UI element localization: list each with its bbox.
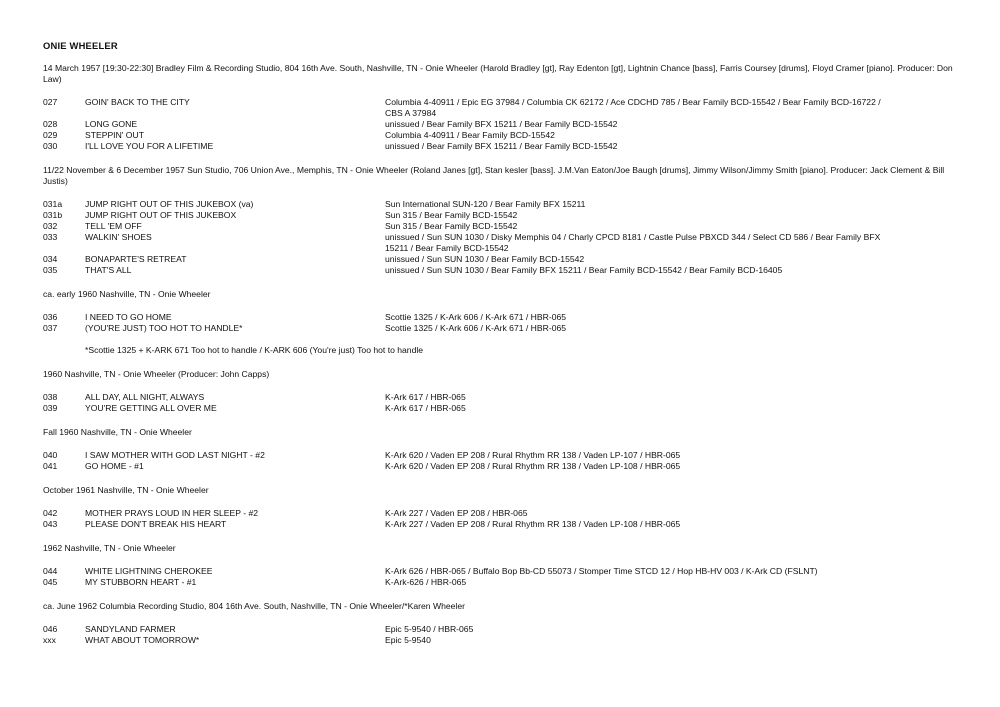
session-header: 11/22 November & 6 December 1957 Sun Studio, 706 Union Ave., Memphis, TN - Onie Wheeler (Roland Janes [gt], Stan kesler [bass]. J.M.Van Eaton/Joe Baugh [drums], Jimmy Wilson/Jimmy Smith [piano]. Producer: Jack Clement & Bill Justis) xyxy=(43,165,945,186)
session-block xyxy=(43,601,963,646)
session-header: 1962 Nashville, TN - Onie Wheeler xyxy=(43,543,176,553)
track-list xyxy=(43,566,963,588)
session-header: October 1961 Nashville, TN - Onie Wheeler xyxy=(43,485,209,495)
track-releases: Sun International SUN-120 / Bear Family BFX 15211 xyxy=(385,199,586,209)
track-releases: K-Ark 227 / Vaden EP 208 / Rural Rhythm RR 138 / Vaden LP-108 / HBR-065 xyxy=(385,519,681,529)
track-title: THAT'S ALL xyxy=(85,265,132,275)
track-title: MY STUBBORN HEART - #1 xyxy=(85,577,197,587)
track-releases: K-Ark 620 / Vaden EP 208 / Rural Rhythm RR 138 / Vaden LP-107 / HBR-065 xyxy=(385,450,681,460)
track-list xyxy=(43,199,963,276)
track-number: 031b xyxy=(43,210,63,220)
track-number: 038 xyxy=(43,392,58,402)
session-footnote: *Scottie 1325 + K-ARK 671 Too hot to handle / K-ARK 606 (You're just) Too hot to handle xyxy=(85,345,424,355)
track-releases: Scottie 1325 / K-Ark 606 / K-Ark 671 / HBR-065 xyxy=(385,323,567,333)
session-block xyxy=(43,63,963,152)
track-number: 033 xyxy=(43,232,58,242)
track-row xyxy=(43,119,963,130)
track-title: WHITE LIGHTNING CHEROKEE xyxy=(85,566,213,576)
session-header: ca. June 1962 Columbia Recording Studio, 804 16th Ave. South, Nashville, TN - Onie Wheeler/*Karen Wheeler xyxy=(43,601,465,611)
track-row xyxy=(43,199,963,210)
track-number: 035 xyxy=(43,265,58,275)
track-title: GOIN' BACK TO THE CITY xyxy=(85,97,190,107)
track-releases: K-Ark 626 / HBR-065 / Buffalo Bop Bb-CD 55073 / Stomper Time STCD 12 / Hop HB-HV 003 / K-Ark CD (FSLNT) xyxy=(385,566,818,576)
track-row xyxy=(43,566,963,577)
track-row xyxy=(43,403,963,414)
track-row xyxy=(43,577,963,588)
track-number: xxx xyxy=(43,635,56,645)
track-row xyxy=(43,141,963,152)
track-releases: K-Ark 227 / Vaden EP 208 / HBR-065 xyxy=(385,508,528,518)
track-list xyxy=(43,312,963,334)
track-releases: unissued / Sun SUN 1030 / Bear Family BFX 15211 / Bear Family BCD-15542 / Bear Family BCD-16405 xyxy=(385,265,783,275)
track-releases: unissued / Sun SUN 1030 / Bear Family BCD-15542 xyxy=(385,254,585,264)
track-releases: Columbia 4-40911 / Bear Family BCD-15542 xyxy=(385,130,555,140)
track-number: 036 xyxy=(43,312,58,322)
track-title: I'LL LOVE YOU FOR A LIFETIME xyxy=(85,141,214,151)
track-releases: K-Ark 617 / HBR-065 xyxy=(385,392,466,402)
track-title: I NEED TO GO HOME xyxy=(85,312,172,322)
track-releases: K-Ark 620 / Vaden EP 208 / Rural Rhythm RR 138 / Vaden LP-108 / HBR-065 xyxy=(385,461,681,471)
track-list xyxy=(43,392,963,414)
track-releases: K-Ark-626 / HBR-065 xyxy=(385,577,467,587)
track-number: 027 xyxy=(43,97,58,107)
track-title: PLEASE DON'T BREAK HIS HEART xyxy=(85,519,227,529)
track-number: 030 xyxy=(43,141,58,151)
track-row xyxy=(43,97,963,119)
track-number: 028 xyxy=(43,119,58,129)
track-number: 032 xyxy=(43,221,58,231)
track-title: I SAW MOTHER WITH GOD LAST NIGHT - #2 xyxy=(85,450,265,460)
track-list xyxy=(43,450,963,472)
track-row xyxy=(43,130,963,141)
track-title: JUMP RIGHT OUT OF THIS JUKEBOX (va) xyxy=(85,199,254,209)
track-row xyxy=(43,508,963,519)
track-row xyxy=(43,323,963,334)
artist-title: ONIE WHEELER xyxy=(43,40,118,51)
track-number: 037 xyxy=(43,323,58,333)
track-title: WHAT ABOUT TOMORROW* xyxy=(85,635,200,645)
track-releases: K-Ark 617 / HBR-065 xyxy=(385,403,466,413)
track-releases: Sun 315 / Bear Family BCD-15542 xyxy=(385,221,518,231)
track-title: STEPPIN' OUT xyxy=(85,130,144,140)
track-releases: Epic 5-9540 / HBR-065 xyxy=(385,624,474,634)
session-block xyxy=(43,427,963,472)
track-row xyxy=(43,254,963,265)
track-releases: unissued / Sun SUN 1030 / Disky Memphis 04 / Charly CPCD 8181 / Castle Pulse PBXCD 344 / Select CD 586 / Bear Family BFX 15211 / Bear Family BCD-15542 xyxy=(385,232,881,253)
track-releases: Sun 315 / Bear Family BCD-15542 xyxy=(385,210,518,220)
track-title: LONG GONE xyxy=(85,119,138,129)
track-number: 044 xyxy=(43,566,58,576)
track-row xyxy=(43,450,963,461)
track-title: MOTHER PRAYS LOUD IN HER SLEEP - #2 xyxy=(85,508,259,518)
track-list xyxy=(43,508,963,530)
track-title: (YOU'RE JUST) TOO HOT TO HANDLE* xyxy=(85,323,243,333)
track-title: BONAPARTE'S RETREAT xyxy=(85,254,187,264)
session-header: 14 March 1957 [19:30-22:30] Bradley Film & Recording Studio, 804 16th Ave. South, Nashville, TN - Onie Wheeler (Harold Bradley [gt], Ray Edenton [gt], Lightnin Chance [bass], Farris Coursey [drums], Floyd Cramer [piano]. Producer: Don Law) xyxy=(43,63,953,84)
track-row xyxy=(43,312,963,323)
track-releases: unissued / Bear Family BFX 15211 / Bear Family BCD-15542 xyxy=(385,141,618,151)
track-row xyxy=(43,624,963,635)
track-row xyxy=(43,635,963,646)
track-number: 043 xyxy=(43,519,58,529)
track-number: 031a xyxy=(43,199,63,209)
track-releases: Scottie 1325 / K-Ark 606 / K-Ark 671 / HBR-065 xyxy=(385,312,567,322)
track-row xyxy=(43,232,963,254)
track-number: 039 xyxy=(43,403,58,413)
track-title: TELL 'EM OFF xyxy=(85,221,142,231)
track-title: GO HOME - #1 xyxy=(85,461,144,471)
track-number: 040 xyxy=(43,450,58,460)
track-title: JUMP RIGHT OUT OF THIS JUKEBOX xyxy=(85,210,237,220)
track-releases: Columbia 4-40911 / Epic EG 37984 / Columbia CK 62172 / Ace CDCHD 785 / Bear Family BCD-15542 / Bear Family BCD-16722 / CBS A 37984 xyxy=(385,97,881,118)
track-title: WALKIN' SHOES xyxy=(85,232,152,242)
session-block xyxy=(43,369,963,414)
session-header: Fall 1960 Nashville, TN - Onie Wheeler xyxy=(43,427,192,437)
track-number: 042 xyxy=(43,508,58,518)
track-row xyxy=(43,519,963,530)
track-title: YOU'RE GETTING ALL OVER ME xyxy=(85,403,217,413)
track-number: 046 xyxy=(43,624,58,634)
track-title: SANDYLAND FARMER xyxy=(85,624,176,634)
track-title: ALL DAY, ALL NIGHT, ALWAYS xyxy=(85,392,205,402)
track-number: 034 xyxy=(43,254,58,264)
session-list xyxy=(43,63,963,646)
session-header: ca. early 1960 Nashville, TN - Onie Wheeler xyxy=(43,289,211,299)
track-number: 041 xyxy=(43,461,58,471)
track-row xyxy=(43,221,963,232)
session-block xyxy=(43,485,963,530)
session-block xyxy=(43,165,963,276)
track-number: 045 xyxy=(43,577,58,587)
discography-page xyxy=(43,40,963,659)
track-number: 029 xyxy=(43,130,58,140)
track-row xyxy=(43,461,963,472)
track-releases: Epic 5-9540 xyxy=(385,635,431,645)
track-list xyxy=(43,624,963,646)
track-row xyxy=(43,392,963,403)
session-block xyxy=(43,289,963,356)
track-list xyxy=(43,97,963,152)
session-header: 1960 Nashville, TN - Onie Wheeler (Producer: John Capps) xyxy=(43,369,270,379)
session-block xyxy=(43,543,963,588)
track-row xyxy=(43,210,963,221)
track-row xyxy=(43,265,963,276)
track-releases: unissued / Bear Family BFX 15211 / Bear Family BCD-15542 xyxy=(385,119,618,129)
